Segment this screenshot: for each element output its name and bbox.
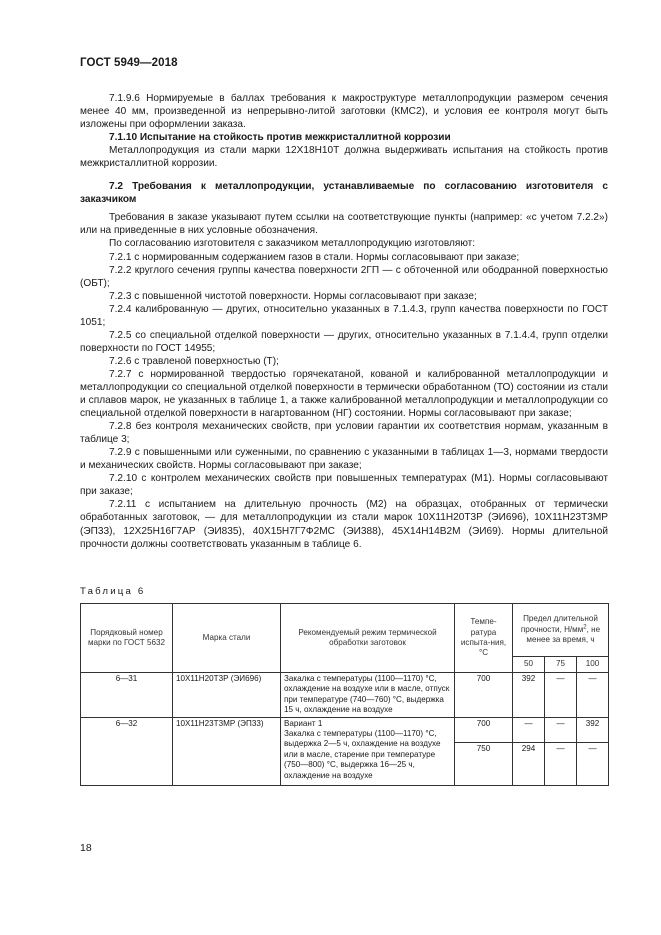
table-6 [80, 603, 609, 786]
header-heat-treatment: Рекомендуемый режим термической обработки заготовок [281, 604, 455, 673]
heading-7-2: 7.2 Требования к металлопродукции, устанавливаемые по согласованию изготовителя с заказчиком [80, 181, 608, 206]
row3-v50: 294 [513, 742, 545, 785]
row2-treatment-cell [281, 717, 455, 785]
header-strength-main: Предел длительной прочности, Н/мм [520, 614, 598, 634]
document-header: ГОСТ 5949—2018 [80, 57, 178, 69]
page-number: 18 [80, 842, 92, 854]
paragraph-7-2-agreement: По согласованию изготовителя с заказчиком металлопродукцию изготовляют: [109, 238, 476, 250]
table-row [81, 717, 609, 742]
header-steel-grade: Марка стали [173, 604, 281, 673]
row2-v100: 392 [577, 717, 609, 742]
row2-v50: — [513, 717, 545, 742]
paragraph-7-2-5: 7.2.5 со специальной отделкой поверхности — других, относительно указанных в 7.1.4.4, групп отделки поверхности по ГОСТ 14955; [80, 329, 608, 354]
paragraph-7-2-4: 7.2.4 калиброванную — других, относительно указанных в 7.1.4.3, групп качества поверхности по ГОСТ 1051; [80, 303, 608, 328]
paragraph-7-2-8: 7.2.8 без контроля механических свойств, при условии гарантии их соответствия нормам, указанным в таблице 3; [80, 421, 608, 446]
row1-v100: — [577, 673, 609, 718]
paragraph-7-2-intro: Требования в заказе указывают путем ссылки на соответствующие пункты (например: «с учетом 7.2.2») или на приведенные в них условные обозначения. [80, 212, 608, 237]
row3-v100: — [577, 742, 609, 785]
row1-treatment: Закалка с температуры (1100—1170) °С, охлаждение на воздухе или в масле, отпуск при температуре (740—760) °С, выдержка 15 ч, охлаждение на воздухе [281, 673, 455, 718]
header-strength-tail: , не менее за время, ч [526, 624, 601, 645]
header-long-term-strength [513, 604, 609, 657]
paragraph-7-2-2: 7.2.2 круглого сечения группы качества поверхности 2ГП — с обточенной или ободранной поверхностью (ОБТ); [80, 264, 608, 289]
paragraph-7-2-1: 7.2.1 с нормированным содержанием газов в стали. Нормы согласовывают при заказе; [109, 251, 520, 263]
table-row [81, 673, 609, 718]
header-strength-sup: 2 [583, 624, 587, 631]
row2-v75: — [545, 717, 577, 742]
paragraph-7-2-10: 7.2.10 с контролем механических свойств при повышенных температурах (М1). Нормы согласовывают при заказе; [80, 473, 608, 498]
table-header-row [81, 604, 609, 657]
row2-grade: 10Х11Н23Т3МР (ЭП33) [173, 717, 281, 785]
paragraph-7-1-9-6: 7.1.9.6 Нормируемые в баллах требования к макроструктуре металлопродукции размером сечения менее 40 мм, произведенной из непрерывно-литой заготовки (КМС2), и условия ее контроля могут быть изложены при оформлении заказа. [80, 93, 608, 131]
heading-7-1-10: 7.1.10 Испытание на стойкость против межкристаллитной коррозии [109, 132, 451, 144]
paragraph-7-2-3: 7.2.3 с повышенной чистотой поверхности. Нормы согласовывают при заказе; [109, 290, 477, 302]
row1-number: 6—31 [81, 673, 173, 718]
header-hours-50: 50 [513, 657, 545, 673]
row1-v75: — [545, 673, 577, 718]
row2-number: 6—32 [81, 717, 173, 785]
header-test-temperature: Темпе-ратура испыта-ния, °С [455, 604, 513, 673]
paragraph-7-1-10: Металлопродукция из стали марки 12Х18Н10Т должна выдерживать испытания на стойкость против межкристаллитной коррозии. [80, 145, 608, 170]
header-hours-100: 100 [577, 657, 609, 673]
table-caption: Таблица 6 [80, 586, 146, 597]
header-hours-75: 75 [545, 657, 577, 673]
row1-v50: 392 [513, 673, 545, 718]
row1-grade: 10Х11Н20Т3Р (ЭИ696) [173, 673, 281, 718]
paragraph-7-2-9: 7.2.9 с повышенными или суженными, по сравнению с указанными в таблицах 1—3, нормами твердости и механических свойств. Нормы согласовывают при заказе; [80, 447, 608, 472]
body-text [80, 92, 608, 551]
paragraph-7-2-11: 7.2.11 с испытанием на длительную прочность (М2) на образцах, отобранных от термически обработанных заготовок, — для металлопродукции из стали марок 10Х11Н20Т3Р (ЭИ696), 10Х11Н23Т3МР (ЭП33), 12Х25Н16Г7АР (ЭИ835), 40Х15Н7Г7Ф2МС (ЭИ388), 45Х14Н14В2М (ЭИ69). Нормы длительной прочности должны соответствовать указанным в таблице 6. [80, 499, 608, 550]
row2-variant: Вариант 1 [284, 718, 323, 728]
row3-v75: — [545, 742, 577, 785]
row2-treatment: Закалка с температуры (1100—1170) °С, выдержка 2—5 ч, охлаждение на воздухе или в масле, старение при температуре (750—800) °С, выдержка 16—25 ч, охлаждение на воздухе [284, 729, 441, 780]
row2-temp: 700 [455, 717, 513, 742]
row1-temp: 700 [455, 673, 513, 718]
paragraph-7-2-7: 7.2.7 с нормированной твердостью горячекатаной, кованой и калиброванной металлопродукции и металлопродукции со специальной отделкой поверхности в термически обработанном (ТО) состоянии из стали и сплавов марок, не указанных в таблице 1, а также калиброванной металлопродукции и металлопродукции со специальной отделкой поверхности в нагартованном (НГ) состоянии. Нормы согласовывают при заказе; [80, 368, 608, 420]
row3-temp: 750 [455, 742, 513, 785]
header-grade-number: Порядковый номер марки по ГОСТ 5632 [81, 604, 173, 673]
paragraph-7-2-6: 7.2.6 с травленой поверхностью (Т); [109, 355, 279, 367]
